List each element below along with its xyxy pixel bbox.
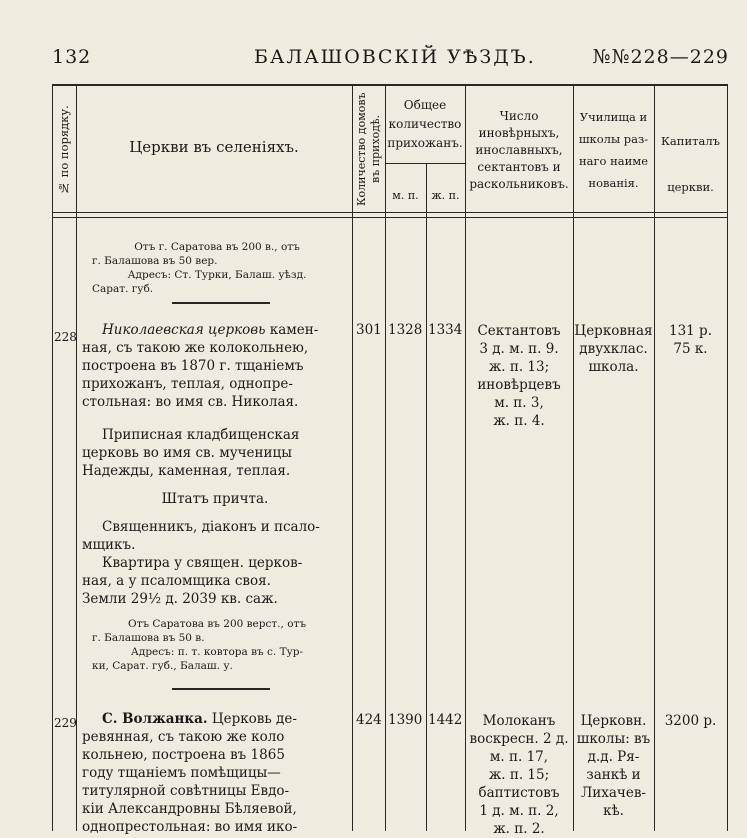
entry-range: №№228—229 bbox=[592, 46, 729, 68]
page-number: 132 bbox=[52, 46, 92, 68]
village-name-229: С. Волжанка. bbox=[102, 711, 208, 727]
header-bottom-rule bbox=[52, 212, 727, 213]
entry-number-228: 228 bbox=[54, 330, 77, 344]
entry-229-description: С. Волжанка. Церковь де- ревянная, съ такою же коло кольнею, построена въ 1865 году тщаніемъ помѣщицы— титулярной совѣтницы Евдо- кіи Александровны Бѣляевой, однопрестольная: во имя ико- bbox=[82, 711, 298, 835]
col-header-male: м. п. bbox=[392, 189, 419, 202]
col-border-left bbox=[52, 84, 53, 831]
parishioners-subrule bbox=[385, 163, 465, 164]
entry-228-staff: Священникъ, діаконъ и псало- мщикъ. Квартира у священ. церков- ная, а у псаломщика своя. Земли 29½ д. 2039 кв. саж. bbox=[82, 519, 320, 607]
male-229: 1390 bbox=[388, 712, 423, 728]
capital-229: 3200 р. bbox=[664, 713, 717, 729]
school-229: Церковн. школы: въ д.д. Ря- занкѣ и Лихачев- кѣ. bbox=[576, 713, 651, 819]
col-header-others: Число иновѣрныхъ, инославныхъ, сектантовъ и раскольниковъ. bbox=[469, 109, 569, 191]
capital-228: 131 р. 75 к. bbox=[669, 323, 712, 357]
col-border-right bbox=[727, 84, 728, 831]
col-header-households: Количество домовъ въ приходѣ. bbox=[355, 92, 382, 206]
col-header-capital: Капиталъ церкви. bbox=[661, 134, 720, 194]
households-228: 301 bbox=[356, 322, 382, 338]
entry-number-229: 229 bbox=[54, 716, 77, 730]
running-title: БАЛАШОВСКІЙ УѢЗДЪ. bbox=[254, 46, 536, 68]
entry-228-attached-church: Приписная кладбищенская церковь во имя св. мученицы Надежды, каменная, теплая. bbox=[82, 427, 300, 479]
church-name-228: Николаевская церковь bbox=[102, 322, 266, 338]
others-229: Молоканъ воскресн. 2 д. м. п. 17, ж. п. 15; баптистовъ 1 д. м. п. 2, ж. п. 2. bbox=[469, 713, 569, 837]
col-header-schools: Училища и школы раз- наго наиме нованія. bbox=[578, 110, 649, 190]
school-228: Церковная двухклас. школа. bbox=[574, 323, 653, 375]
col-header-female: ж. п. bbox=[431, 189, 460, 202]
separator-rule-2 bbox=[172, 688, 270, 690]
separator-rule bbox=[172, 302, 270, 304]
header-bottom-rule-2 bbox=[52, 217, 727, 218]
col-header-parishioners: Общее количество прихожанъ. bbox=[387, 98, 463, 150]
entry-228-address: Отъ Саратова въ 200 верст., отъ г. Балашова въ 50 в. Адресъ: п. т. ковтора въ с. Тур- ки, Сарат. губ., Балаш. у. bbox=[92, 618, 307, 672]
female-229: 1442 bbox=[428, 712, 463, 728]
households-229: 424 bbox=[356, 712, 382, 728]
pre-address-block: Отъ г. Саратова въ 200 в., отъ г. Балашова въ 50 вер. Адресъ: Ст. Турки, Балаш. уѣзд. Сарат. губ. bbox=[92, 241, 307, 295]
entry-228-description: Николаевская церковь камен- ная, съ такою же колокольнею, построена въ 1870 г. тщаніемъ прихожанъ, теплая, однопре- стольная: во имя св. Николая. bbox=[82, 322, 319, 410]
col-border-2 bbox=[352, 84, 353, 831]
col-border-4 bbox=[426, 163, 427, 831]
female-228: 1334 bbox=[428, 322, 463, 338]
male-228: 1328 bbox=[388, 322, 423, 338]
staff-title: Штатъ причта. bbox=[161, 491, 269, 507]
others-228: Сектантовъ 3 д. м. п. 9. ж. п. 13; иновѣрцевъ м. п. 3, ж. п. 4. bbox=[477, 323, 561, 429]
col-header-order: № по порядку. bbox=[57, 105, 71, 195]
table-top-rule bbox=[52, 84, 727, 86]
col-header-churches: Церкви въ селеніяхъ. bbox=[129, 138, 299, 156]
